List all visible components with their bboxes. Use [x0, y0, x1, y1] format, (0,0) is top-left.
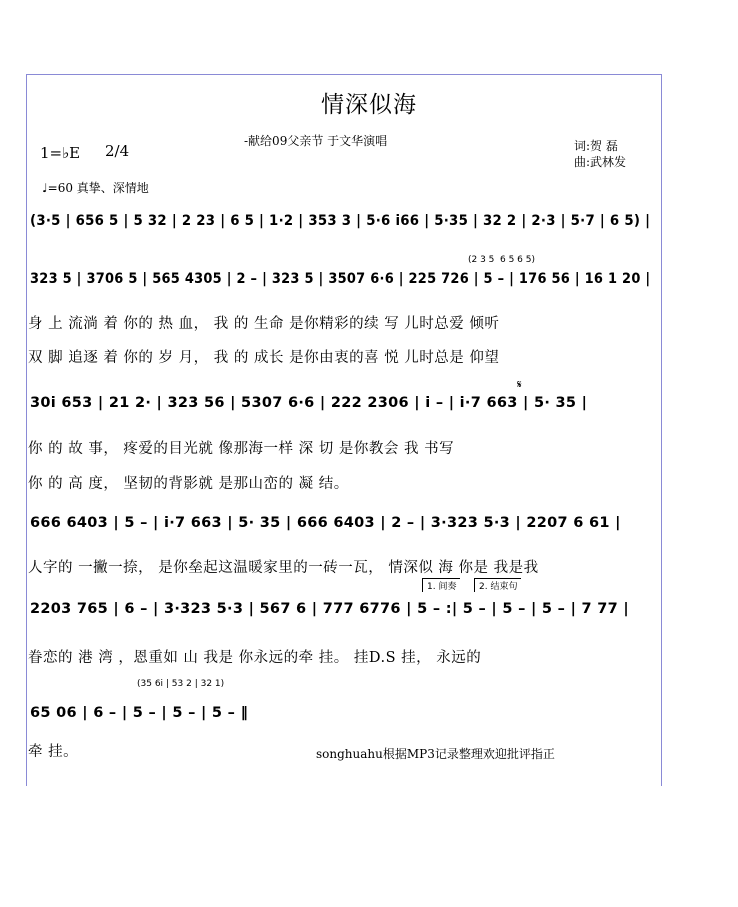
- lyric-4: 人字的 一撇一捺， 是你垒起这温暖家里的一砖一瓦， 情深似 海 你是 我是我: [28, 560, 539, 576]
- lyricist: 词:贺 磊: [574, 139, 618, 153]
- notation-line-5: 2203 765 | 6 – | 3·323 5·3 | 567 6 | 777 6776 | 5 – :| 5 – | 5 – | 5 – | 7 77 |: [30, 601, 629, 617]
- grace-mark-3: (35 6i | 53 2 | 32 1): [137, 679, 225, 689]
- lyric-2-verse-2: 双 脚 追逐 着 你的 岁 月， 我 的 成长 是你由衷的喜 悦 儿时总是 仰望: [28, 350, 500, 366]
- notation-line-2: 323 5 | 3706 5 | 565 4305 | 2 – | 323 5 | 3507 6·6 | 225 726 | 5 – | 176 56 | 16 1 20 |: [30, 271, 651, 287]
- lyric-5: 眷恋的 港 湾 ，恩重如 山 我是 你永远的牵 挂。 挂D.S 挂， 永远的: [28, 650, 482, 666]
- volta-2: 2. 结束句: [474, 578, 521, 592]
- lyric-2-verse-1: 身 上 流淌 着 你的 热 血， 我 的 生命 是你精彩的续 写 儿时总爱 倾听: [28, 316, 500, 332]
- footer-note: songhuahu根据MP3记录整理欢迎批评指正: [316, 747, 555, 761]
- notation-line-3: 30i 653 | 21 2· | 323 56 | 5307 6·6 | 222 2306 | i – | i·7 663 | 5· 35 |: [30, 395, 588, 411]
- notation-line-4: 666 6403 | 5 – | i·7 663 | 5· 35 | 666 6403 | 2 – | 3·323 5·3 | 2207 6 61 |: [30, 515, 621, 531]
- key-signature: 1=♭E: [40, 144, 81, 162]
- lyric-3-verse-2: 你 的 高 度， 坚韧的背影就 是那山峦的 凝 结。: [28, 476, 349, 492]
- segno-sign: 𝄋: [517, 378, 522, 391]
- grace-mark-2: 6 5 6 5): [500, 255, 535, 265]
- lyric-6: 牵 挂。: [28, 744, 79, 760]
- lyric-3-verse-1: 你 的 故 事， 疼爱的目光就 像那海一样 深 切 是你教会 我 书写: [28, 441, 455, 457]
- tempo-marking: ♩=60 真挚、深情地: [42, 181, 149, 195]
- composer: 曲:武林发: [574, 155, 627, 169]
- song-title: 情深似海: [321, 92, 417, 118]
- time-signature: 2/4: [105, 142, 130, 160]
- dedication: -献给09父亲节 于文华演唱: [244, 134, 388, 148]
- grace-mark-1: (2 3 5: [468, 255, 495, 265]
- notation-line-6: 65 06 | 6 – | 5 – | 5 – | 5 – ‖: [30, 705, 249, 721]
- notation-line-1: (3·5 | 656 5 | 5 32 | 2 23 | 6 5 | 1·2 | 353 3 | 5·6 i66 | 5·35 | 32 2 | 2·3 | 5·7 | 6 5) |: [30, 213, 651, 229]
- volta-1: 1. 间奏: [422, 578, 460, 592]
